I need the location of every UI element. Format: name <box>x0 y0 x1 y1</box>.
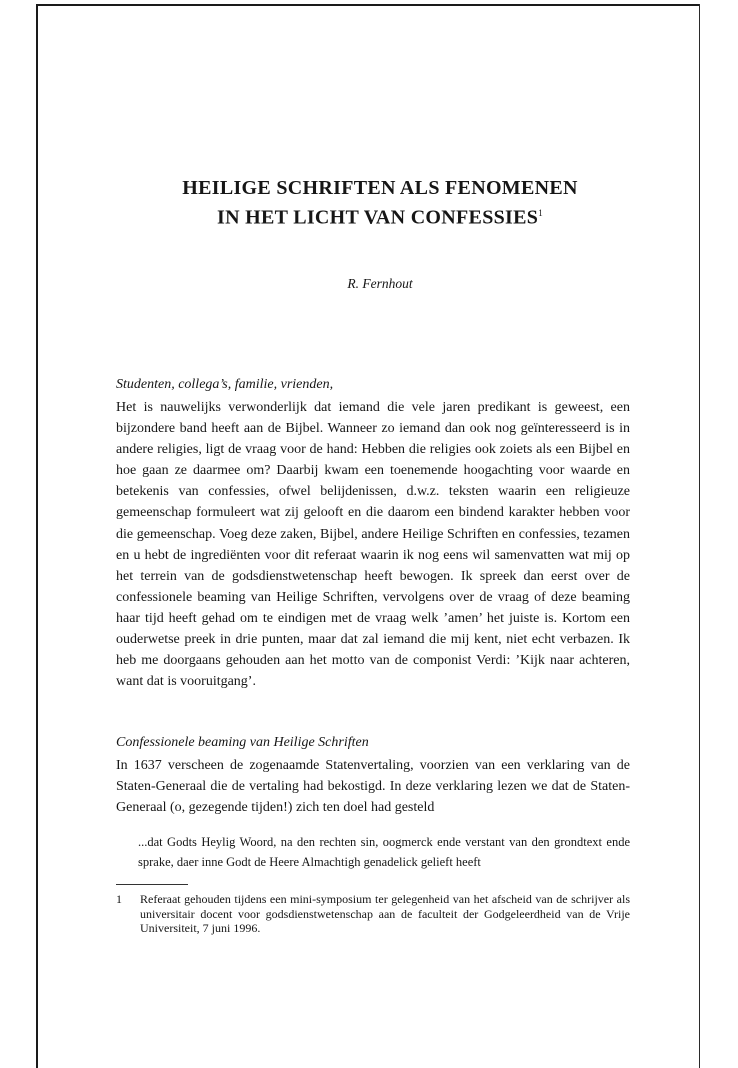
footnote-text: Referaat gehouden tijdens een mini-symposium ter gelegenheid van het afscheid van de schrijver als universitair docent voor godsdienstwetenschap aan de faculteit der Godgeleerdheid van de Vrije Universiteit, 7 juni 1996. <box>140 892 630 935</box>
article-title <box>100 176 660 231</box>
scan-border-top <box>36 4 700 6</box>
scan-border-right <box>699 4 700 1068</box>
section-heading: Confessionele beaming van Heilige Schriften <box>116 735 369 750</box>
title-line-2-text: IN HET LICHT VAN CONFESSIES <box>217 206 539 229</box>
scan-border-left <box>36 4 38 1068</box>
intro-section <box>116 397 630 692</box>
title-line-1: HEILIGE SCHRIFTEN ALS FENOMENEN <box>182 177 578 199</box>
section-body <box>116 755 630 818</box>
title-line-2 <box>100 201 660 231</box>
footnote-number: 1 <box>116 892 122 906</box>
section-paragraph: In 1637 verscheen de zogenaamde Statenvertaling, voorzien van een verklaring van de Staten-Generaal die de vertaling had bekostigd. In deze verklaring lezen we dat de Staten-Generaal (o, gezegende tijden!) zich ten doel had gesteld <box>116 758 630 816</box>
author-name: R. Fernhout <box>347 276 413 291</box>
block-quote: ...dat Godts Heylig Woord, na den rechten sin, oogmerck ende verstant van den grondtext ende sprake, daer inne Godt de Heere Almachtigh genadelick gelieft heeft <box>138 835 630 869</box>
salutation: Studenten, collega’s, familie, vrienden, <box>116 377 334 392</box>
footnote-divider <box>116 884 188 885</box>
intro-paragraph: Het is nauwelijks verwonderlijk dat iemand die vele jaren predikant is geweest, een bijzondere band heeft aan de Bijbel. Wanneer zo iemand dan ook nog geïnteresseerd is in andere religies, ligt de vraag voor de hand: Hebben die religies ook zoiets als een Bijbel en hoe gaan ze daarmee om? Daarbij kwam een toenemende hoogachting voor waarde en betekenis van confessies, ofwel belijdenissen, d.w.z. teksten waarin een religieuze gemeenschap formuleert wat zij gelooft en die daarom een bindend karakter hebben voor die gemeenschap. Voeg deze zaken, Bijbel, andere Heilige Schriften en confessies, tezamen en u hebt de ingrediënten voor dit referaat waarin ik nog eens wil samenvatten wat mij op het terrein van de godsdienstwetenschap heeft bewogen. Ik spreek dan eerst over de confessionele beaming van Heilige Schriften, vervolgens over de vraag of deze beaming haar tijd heeft gehad om te eindigen met de vraag welk ’amen’ het juiste is. Kortom een ouderwetse preek in drie punten, maar dat zal iemand die mij kent, niet echt verbazen. Ik heb me doorgaans gehouden aan het motto van de componist Verdi: ’Kijk naar achteren, want dat is vooruitgang’. <box>116 400 630 690</box>
footnote <box>116 892 630 936</box>
title-footnote-marker[interactable]: 1 <box>538 208 543 218</box>
